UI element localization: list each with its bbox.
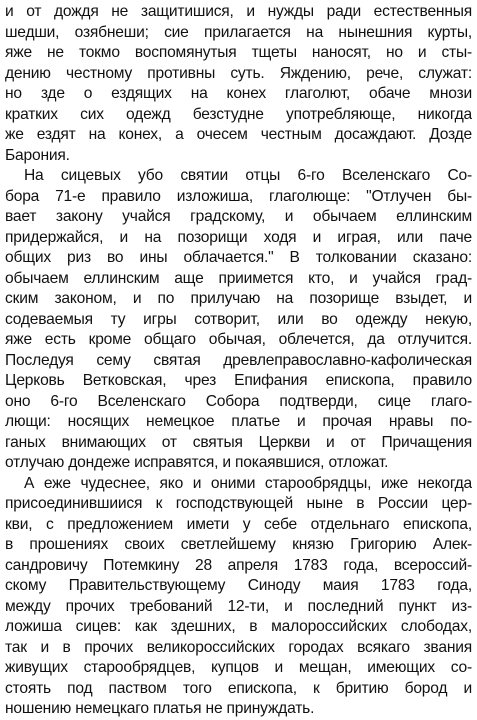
text-line: содеваемыя ту игры сотворит, или во одежду некую, <box>5 310 472 328</box>
text-line: придержайся, и на позорищи ходя и играя, или паче <box>5 228 472 246</box>
paragraph <box>5 166 472 474</box>
text-line: шедши, озябнеши; сие прилагается на нынешния курты, <box>5 23 472 41</box>
text-line: в прошениях своих светлейшему князю Григорию Алек- <box>5 536 472 553</box>
text-line: вает закону учайся градскому, и обычаем еллинским <box>5 208 472 225</box>
text-line: ским законом, и по прилучаю на позорище взыдет, и <box>5 290 472 307</box>
text-line: кви, с предложением имети у себе отдельнаго епископа, <box>5 515 472 533</box>
text-line: А еже чудеснее, яко и оними старообрядцы, иже некогда <box>24 474 472 492</box>
text-line: общих риз во ины облачается." В толковании сказано: <box>5 249 472 266</box>
text-line: дению честному противны суть. Яждению, рече, служат: <box>5 64 472 82</box>
text-line: Барония. <box>5 146 70 164</box>
text-line: и от дождя не защитишися, и нужды ради естественныя <box>5 3 472 20</box>
text-line: присоединившиися к господствующей ныне в России цер- <box>5 495 472 512</box>
text-line: Церковь Ветковская, чрез Епифания епископа, правило <box>5 372 472 389</box>
text-line: но зде о ездящих на конех глаголют, обаче мнози <box>5 85 472 102</box>
text-line: бора 71-е правило изложиша, глаголюще: "Отлучен бы- <box>5 187 472 205</box>
text-line: яже есть кроме общаго обычая, облечется, да отлучится. <box>5 331 472 348</box>
text-line: На сицевых убо святии отцы 6-го Вселенскаго Со- <box>24 167 472 184</box>
paragraph <box>5 2 472 166</box>
text-line: оно 6-го Вселенскаго Собора подтверди, сице глаго- <box>5 392 472 410</box>
text-line: ганых внимающих от святыя Церкви и от Причащения <box>5 433 472 451</box>
text-line: скому Правительствующему Синоду маия 1783 года, <box>5 577 472 594</box>
text-line: лющи: носящих немецкое платье и прочая нравы по- <box>5 413 472 430</box>
text-line: ложиша сицев: как здешних, в малороссийских слободах, <box>5 618 472 635</box>
text-line: Последуя сему святая древлеправославно-кафолическая <box>5 351 472 369</box>
document-page <box>5 2 472 720</box>
text-line: кратких сих одежд безстудне употребляюще, никогда <box>5 105 472 123</box>
text-line: яже не токмо воспомянутыя тщеты наносят, но и сты- <box>5 44 472 61</box>
text-line: между прочих требований 12-ти, и последний пункт из- <box>5 597 472 615</box>
text-line: ношению немецкаго платья не принуждать. <box>5 700 315 717</box>
text-line: обычаем еллинским аще приимется кто, и учайся град- <box>5 269 472 287</box>
text-line: живущих старообрядцев, купцов и мещан, имеющих со- <box>5 659 472 676</box>
text-line: стоять под паством того епископа, к бритию бород и <box>5 679 472 697</box>
paragraph <box>5 474 472 720</box>
text-line: сандровичу Потемкину 28 апреля 1783 года, всероссий- <box>5 556 472 574</box>
text-line: отлучаю дондеже исправятся, и покаявшися, отложат. <box>5 454 389 471</box>
text-line: так и в прочих великороссийских городах всякаго звания <box>5 638 472 656</box>
text-line: же ездят на конех, а очесем честным досаждают. Дозде <box>5 126 472 143</box>
